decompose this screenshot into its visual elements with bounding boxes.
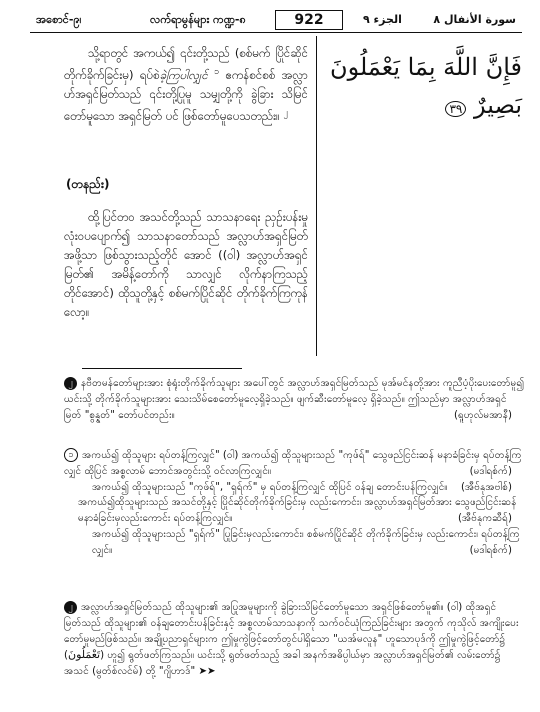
- para1-emphasis: ခဲ့ကြပါလျှင်: [159, 67, 208, 82]
- footnote-marker-2: ၂: [283, 107, 288, 118]
- footnote-1: [64, 376, 524, 423]
- footnote-number: ၂: [64, 377, 77, 390]
- footnote-source: (မဒါရစ်က်): [469, 544, 512, 556]
- footnote-text: အကယ်၍ ထိုသူများသည် "ရှရ်က်" ပြုခြင်းမှလည်းကောင်း၊ စစ်မက်ပြိုင်ဆိုင် တိုက်ခိုက်ခြင်းမှ လည်းကောင်း၊ ရပ်တန့်ကြလျှင်။: [92, 528, 520, 556]
- para1-text-b: ဧကန်စင်စစ် အလ္လာဟ်အရှင်မြတ်သည် ၎င်းတို့ပြုမူ သမျှတို့ကို ခွဲခြား သိမြင်တော်မူသော အရှင်မြတ် ပင် ဖြစ်တော်မူပေသတည်း။: [64, 67, 309, 123]
- header-section: လက်ရာမွန်များ ကဏ္ဍ-၈: [150, 13, 246, 26]
- header-volume: အစောင်-၉၊: [36, 13, 82, 26]
- footnote-2: [64, 448, 524, 559]
- footnote-text: အကယ်၍ထိုသူများသည် အသင်တို့နှင့် ပြိုင်ဆိုင်တိုက်ခိုက်ခြင်းမှ လည်းကောင်း၊ အလ္လာဟ်အရှင်မြတ်အား သွေဖည်ငြင်းဆန် မနာခံခြင်းမှလည်းကောင်း ရပ်တန့်ကြလျှင်။: [78, 497, 517, 525]
- page-header: [30, 10, 522, 33]
- column-divider: [316, 36, 317, 356]
- arabic-verse: [326, 48, 522, 128]
- para1-text-a: သို့ရာတွင် အကယ်၍ ၎င်းတို့သည် (စစ်မက် ပြိုင်ဆိုင် တိုက်ခိုက်ခြင်းမှ) ရပ်စဲ: [64, 46, 308, 82]
- footnote-number: ၂: [64, 601, 77, 614]
- footnote-text: နဗီတမန်တော်များအား စုံရုံးတိုက်ခိုက်သူများ အပေါ်တွင် အလ္လာဟ်အရှင်မြတ်သည် မုအ်မင်နတို့အား ကူညီပံ့ပိုးပေးတော်မူ၍ ယင်းသို့ တိုက်ခိုက်သူများအား သေးသိမ်စေတော်မူလေ့ရှိခဲ့သည်။ ဖျက်ဆီးတော်မူလေ့ ရှိခဲ့သည်။ ဤသည်မှာ အလ္လာဟ်အရှင်မြတ် "စွန္နတ်" တော်ပင်တည်း။: [64, 378, 524, 421]
- footnote-source: (အီဗ်နုအဗါစ်): [460, 481, 512, 493]
- ayah-number: ٣٩: [445, 101, 466, 117]
- header-surah: سورة الأنفال ٨: [433, 13, 516, 26]
- footnote-number: ၁: [64, 448, 78, 462]
- section-title: (တနည်း): [66, 177, 110, 191]
- footnote-text: အကယ်၍ ထိုသူများသည် "ကုဖ်ရ်", "ရှရ်က်" မှ ရပ်တန့်ကြလျှင် ထိုပြင် ဝန်ချ တောင်းပန်ကြလျှင်။: [92, 481, 448, 493]
- footnote-arabic-word: تَعْمَلُونَ: [67, 648, 101, 662]
- footnote-2-line-2: [64, 480, 524, 496]
- footnote-separator: [82, 368, 242, 369]
- footnote-text: အကယ်၍ ထိုသူများ ရပ်တန့်ကြလျှင်" (ဝါ) အကယ်၍ ထိုသူများသည် "ကုဖ်ရ်" သွေဖည်ငြင်းဆန် မနာခံခြင်းမှ ရပ်တန့်ကြလျှင် ထိုပြင် အစ္စလာမ် ဘောင်အတွင်းသို့ ဝင်လာကြလျှင်။: [64, 450, 522, 477]
- page-number: 922: [275, 10, 343, 30]
- translation-paragraph-2: ထို့ပြင်တဝ အသင်တို့သည် သာသနာရေး ညှဉ်းပန်းမှု လုံးဝပပျောက်၍ သာသနာတော်သည် အလ္လာဟ်အရှင်မြတ်အဖို့သာ ဖြစ်သွားသည့်တိုင် အောင် ((ဝါ) အလ္လာဟ်အရှင်မြတ်၏ အမိန့်တော်ကို သာလျှင် လိုက်နာကြသည့်တိုင်အောင်) ထိုသူတို့နှင့် စစ်မက်ပြိုင်ဆိုင် တိုက်ခိုက်ကြကုန်လော့။: [64, 210, 308, 319]
- footnote-2-line-3: [64, 495, 524, 527]
- continue-arrow-icon: ➤➤: [198, 666, 216, 678]
- verse-line-1: فَإِنَّ اللَّهَ بِمَا يَعْمَلُونَ: [329, 53, 522, 81]
- translation-paragraph-1: [64, 44, 308, 126]
- verse-line-2: [326, 86, 522, 128]
- footnote-source: (မဒါရစ်က်): [469, 465, 512, 477]
- footnote-text: ဟူ၍ ရွတ်ဖတ်ကြသည်။ ယင်းသို့ ရွတ်ဖတ်သည့် အခါ အနက်အဓိပ္ပါယ်မှာ အလ္လာဟ်အရှင်မြတ်၏ လမ်းတော်၌ အသင် (မွတ်စ်လင်မ်) တို့ "ဂျိဟာဒ်": [64, 650, 501, 678]
- footnote-text: အလ္လာဟ်အရှင်မြတ်သည် ထိုသူများ၏ အပြုအမူများကို ခွဲခြားသိမြင်တော်မူသော အရှင်ဖြစ်တော်မူ၏။ (ဝါ) ထိုအရှင်မြတ်သည် ထိုသူများ၏ ဝန်ချတောင်းပန်ခြင်းနှင့် အစ္စလာမ်သာသနာကို သက်ဝင်ယုံကြည်ခြင်းများ အတွက် ကုသိုလ် အကျိုးပေးတော်မူမည်ဖြစ်သည်။ အချို့ပညာရှင်များက ဤမှုကွဲဖြင့်တော်တွင်ပါရှိသော "ယအ်မလူန" ဟူသောပုဒ်ကို ဤမှုကွဲဖြင့်တော်၌: [64, 602, 519, 645]
- footnote-marker-1: ၁: [214, 67, 220, 77]
- footnote-source: (အီဗ်နုကဆီရ်): [457, 513, 512, 525]
- footnote-source: (ရူဟုလ်မအာနီ): [454, 409, 512, 421]
- header-juz: الجزء ٩: [363, 13, 402, 26]
- footnote-2-line-4: [64, 527, 524, 559]
- footnote-3: ၂ အလ္လာဟ်အရှင်မြတ်သည် ထိုသူများ၏ အပြုအမူများကို ခွဲခြားသိမြင်တော်မူသော အရှင်ဖြစ်တော်မူ၏။ (ဝါ) ထိုအရှင်မြတ်သည် ထိုသူများ၏ ဝန်ချတောင်းပန်ခြင်းနှင့် အစ္စလာမ်သာသနာကို သက်ဝင်ယုံကြည်ခြင်းများ အတွက် ကုသိုလ် အကျိုးပေးတော်မူမည်ဖြစ်သည်။ အချို့ပညာရှင်များက ဤမှုကွဲဖြင့်တော်တွင်ပါရှိသော "ယအ်မလူန" ဟူသောပုဒ်ကို ဤမှုကွဲဖြင့်တော်၌ (تَعْمَلُونَ) ဟူ၍ ရွတ်ဖတ်ကြသည်။ ယင်းသို့ ရွတ်ဖတ်သည့် အခါ အနက်အဓိပ္ပါယ်မှာ အလ္လာဟ်အရှင်မြတ်၏ လမ်းတော်၌ အသင် (မွတ်စ်လင်မ်) တို့ "ဂျိဟာဒ်" ➤➤: [64, 601, 519, 678]
- footnote-2-line-1: [64, 448, 524, 480]
- verse-word: بَصِيرٌ: [474, 91, 522, 119]
